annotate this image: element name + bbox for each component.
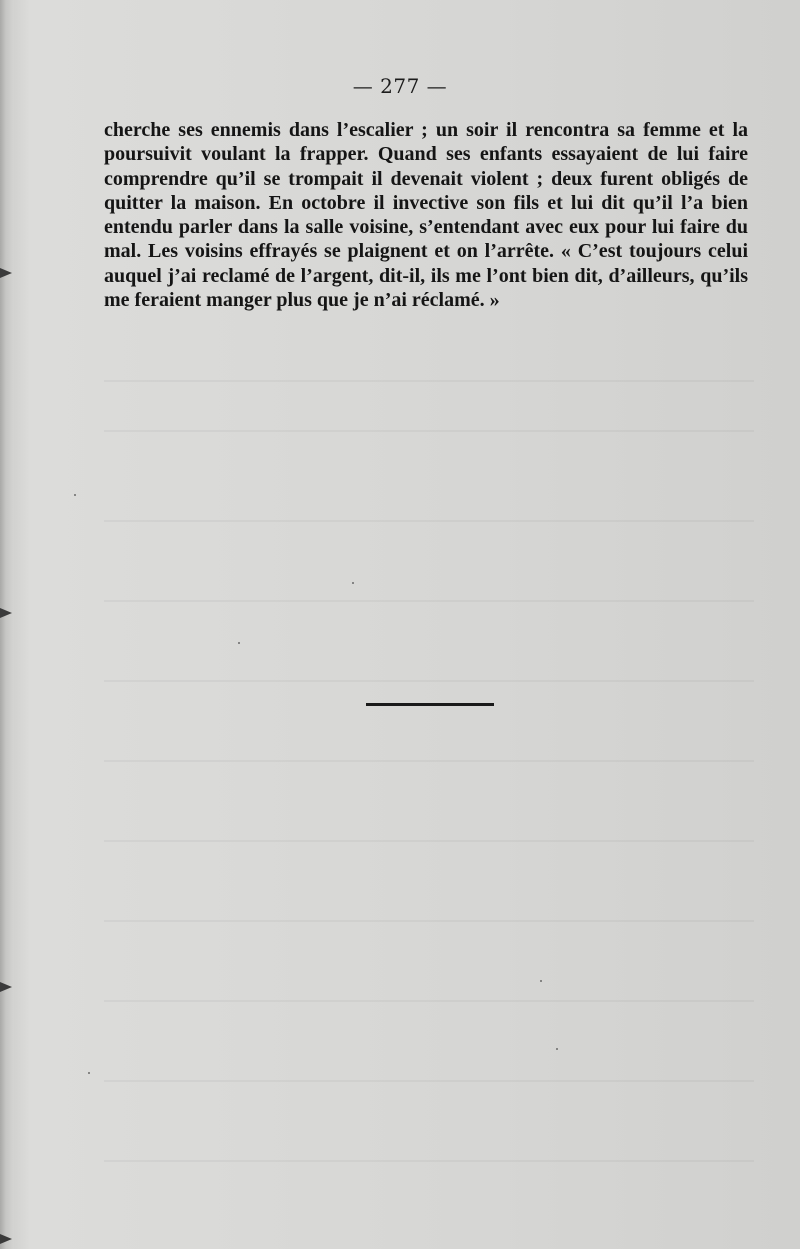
paper-speck — [352, 582, 354, 584]
show-through-line — [104, 680, 754, 682]
show-through-line — [104, 1080, 754, 1082]
paper-speck — [74, 494, 76, 496]
show-through-line — [104, 380, 754, 382]
show-through-line — [104, 920, 754, 922]
paper-speck — [238, 642, 240, 644]
binding-tab-mark — [0, 268, 12, 278]
paragraph: cherche ses ennemis dans l’escalier ; un soir il rencontra sa femme et la poursuivit voulant la frapper. Quand ses enfants essayaient de lui faire comprendre qu’il se trompait il devenait violent ; deux furent obligés de quitter la maison. En octobre il invective son fils et lui dit qu’il l’a bien entendu parler dans la salle voisine, s’entendant avec eux pour lui faire du mal. Les voisins effrayés se plaignent et on l’arrête. « C’est toujours celui auquel j’ai reclamé de l’argent, dit-il, ils me l’ont bien dit, d’ailleurs, qu’ils me feraient manger plus que je n’ai réclamé. » — [104, 119, 748, 312]
show-through-line — [104, 430, 754, 432]
paper-speck — [540, 980, 542, 982]
show-through-line — [104, 1000, 754, 1002]
paper-speck — [556, 1048, 558, 1050]
show-through-line — [104, 760, 754, 762]
show-through-line — [104, 600, 754, 602]
page-binding-edge — [0, 0, 14, 1249]
binding-tab-mark — [0, 608, 12, 618]
binding-tab-mark — [0, 982, 12, 992]
show-through-line — [104, 520, 754, 522]
body-text — [104, 118, 748, 312]
section-end-rule — [366, 703, 494, 706]
show-through-line — [104, 1160, 754, 1162]
show-through-line — [104, 840, 754, 842]
page-number: — 277 — — [352, 74, 448, 98]
paper-speck — [88, 1072, 90, 1074]
binding-tab-mark — [0, 1234, 12, 1244]
